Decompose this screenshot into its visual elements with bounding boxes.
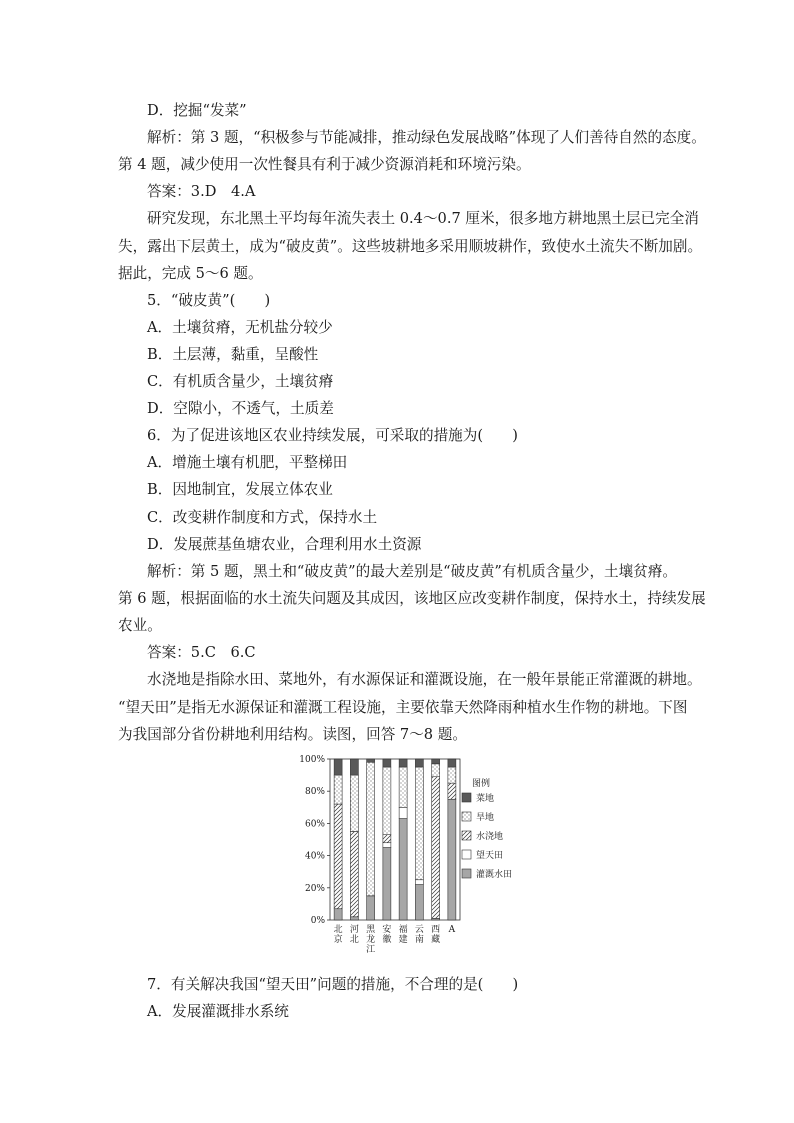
y-tick-label: 20%	[304, 883, 325, 894]
text-line: A．土壤贫瘠，无机盐分较少	[147, 319, 333, 336]
text-line: 研究发现，东北黑土平均每年流失表土 0.4～0.7 厘米，很多地方耕地黑土层已完全消	[147, 210, 699, 227]
bar-segment	[432, 764, 440, 777]
bar-segment	[399, 759, 407, 767]
text-line: “望天田”是指无水源保证和灌溉工程设施，主要依靠天然降雨种植水生作物的耕地。下图	[118, 699, 688, 716]
bar-segment	[383, 767, 391, 835]
y-tick-label: 40%	[304, 851, 325, 862]
x-tick-label: 安徽	[382, 925, 392, 945]
text-line: D．空隙小，不透气，土质差	[147, 400, 334, 417]
text-line: B．因地制宜，发展立体农业	[147, 481, 333, 498]
bar-segment	[448, 783, 456, 799]
bar-segment	[448, 799, 456, 920]
bar-segment	[367, 762, 375, 896]
bar-segment	[367, 896, 375, 920]
legend-label: 灌溉水田	[476, 870, 513, 880]
text-line: D．挖掘“发菜”	[147, 102, 247, 119]
stacked-bar-chart	[290, 748, 530, 958]
x-tick-label: A	[448, 925, 456, 935]
bar-segment	[415, 880, 423, 885]
bar-segment	[383, 835, 391, 843]
x-tick-label: 福建	[398, 925, 408, 945]
bar-segment	[432, 759, 440, 764]
text-line: A．发展灌溉排水系统	[147, 1003, 289, 1020]
bar-segment	[350, 917, 358, 920]
x-tick-label: 西藏	[431, 925, 441, 945]
bar-segment	[383, 848, 391, 920]
bar-segment	[350, 775, 358, 831]
bar-segment	[399, 819, 407, 920]
text-line: 5．“破皮黄”( )	[147, 292, 271, 309]
text-line: 6．为了促进该地区农业持续发展，可采取的措施为( )	[147, 427, 518, 444]
text-line: 答案：3.D 4.A	[147, 183, 256, 200]
text-line: D．发展蔗基鱼塘农业，合理利用水土资源	[147, 536, 422, 553]
legend-title: 图例	[472, 779, 491, 789]
bar-segment	[383, 843, 391, 848]
bar-segment	[334, 775, 342, 804]
bar-segment	[334, 909, 342, 920]
text-line: 为我国部分省份耕地利用结构。读图，回答 7～8 题。	[118, 726, 467, 743]
x-tick-label: 黑龙江	[366, 925, 376, 955]
plot-frame	[330, 759, 460, 920]
text-line: 农业。	[118, 617, 162, 634]
y-tick-label: 80%	[304, 787, 325, 798]
legend-label: 望天田	[476, 851, 504, 861]
text-line: 第 6 题，根据面临的水土流失问题及其成因，该地区应改变耕作制度，保持水土，持续发展	[118, 590, 706, 607]
text-line: B．土层薄，黏重，呈酸性	[147, 346, 319, 363]
bar-segment	[399, 807, 407, 818]
bar-segment	[448, 767, 456, 783]
bar-segment	[350, 759, 358, 775]
y-tick-label: 0%	[310, 916, 325, 926]
legend-swatch	[462, 869, 471, 878]
legend-label: 水浇地	[476, 832, 504, 842]
bar-segment	[334, 804, 342, 909]
text-line: 7．有关解决我国“望天田”问题的措施，不合理的是( )	[147, 976, 519, 993]
bar-segment	[432, 777, 440, 919]
text-line: C．改变耕作制度和方式，保持水土	[147, 509, 378, 526]
legend-swatch	[462, 850, 471, 859]
text-line: 第 4 题，减少使用一次性餐具有利于减少资源消耗和环境污染。	[118, 156, 531, 173]
bar-segment	[399, 767, 407, 807]
text-line: 失，露出下层黄土，成为“破皮黄”。这些坡耕地多采用顺坡耕作，致使水土流失不断加剧。	[118, 238, 703, 255]
text-line: 解析：第 3 题，“积极参与节能减排，推动绿色发展战略”体现了人们善待自然的态度。	[147, 129, 706, 146]
text-line: 水浇地是指除水田、菜地外，有水源保证和灌溉设施，在一般年景能正常灌溉的耕地。	[147, 671, 702, 688]
bar-segment	[415, 759, 423, 767]
bar-segment	[334, 759, 342, 775]
x-tick-label: 云南	[414, 925, 424, 945]
text-line: A．增施土壤有机肥，平整梯田	[147, 454, 348, 471]
y-tick-label: 100%	[299, 755, 325, 765]
bar-segment	[415, 885, 423, 920]
bar-segment	[383, 759, 391, 767]
text-line: 答案：5.C 6.C	[147, 644, 256, 661]
legend-label: 旱地	[476, 813, 495, 823]
bar-segment	[350, 831, 358, 916]
land-use-chart	[290, 748, 530, 958]
legend-label: 菜地	[476, 794, 495, 804]
text-line: 解析：第 5 题，黑土和“破皮黄”的最大差别是“破皮黄”有机质含量少，土壤贫瘠。	[147, 563, 678, 580]
bar-segment	[415, 767, 423, 880]
bar-segment	[448, 759, 456, 767]
text-line: 据此，完成 5～6 题。	[118, 265, 263, 282]
legend-swatch	[462, 793, 471, 802]
text-line: C．有机质含量少，土壤贫瘠	[147, 373, 334, 390]
legend-swatch	[462, 812, 471, 821]
y-tick-label: 60%	[304, 819, 325, 830]
x-tick-label: 河北	[349, 925, 359, 945]
bar-segment	[367, 759, 375, 762]
legend-swatch	[462, 831, 471, 840]
x-tick-label: 北京	[333, 925, 343, 945]
